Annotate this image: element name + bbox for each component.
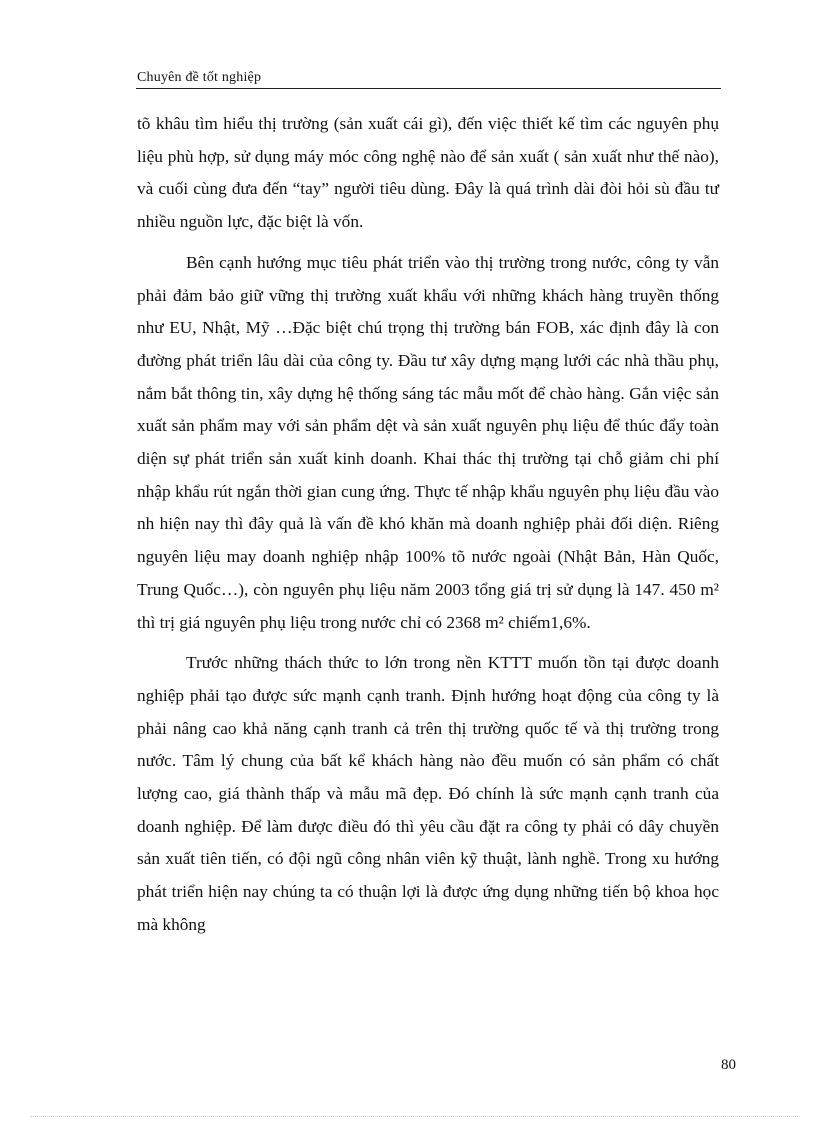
paragraph-2: Bên cạnh hướng mục tiêu phát triển vào thị trường trong nước, công ty vẫn phải đảm bảo giữ vững thị trường xuất khẩu với những khách hàng truyền thống như EU, Nhật, Mỹ …Đặc biệt chú trọng thị trường bán FOB, xác định đây là con đường phát triển lâu dài của công ty. Đầu tư xây dựng mạng lưới các nhà thầu phụ, nắm bắt thông tin, xây dựng hệ thống sáng tác mẫu mốt để chào hàng. Gắn việc sản xuất sản phẩm may với sản phẩm dệt và sản xuất nguyên phụ liệu để thúc đẩy toàn diện sự phát triển sản xuất kinh doanh. Khai thác thị trường tại chỗ giảm chi phí nhập khẩu rút ngắn thời gian cung ứng. Thực tế nhập khẩu nguyên phụ liệu đầu vào nh hiện nay thì đây quả là vấn đề khó khăn mà doanh nghiệp phải đối diện. Riêng nguyên liệu may doanh nghiệp nhập 100% tõ nước ngoài (Nhật Bản, Hàn Quốc, Trung Quốc…), còn nguyên phụ liệu năm 2003 tổng giá trị sử dụng là 147. 450 m² thì trị giá nguyên phụ liệu trong nước chỉ có 2368 m² chiếm1,6%. [137,252,719,632]
paragraph-1: tõ khâu tìm hiểu thị trường (sản xuất cái gì), đến việc thiết kế tìm các nguyên phụ liệu phù hợp, sử dụng máy móc công nghệ nào để sản xuất ( sản xuất như thế nào), và cuối cùng đưa đến “tay” người tiêu dùng. Đây là quá trình dài đòi hỏi sù đầu tư nhiều nguồn lực, đặc biệt là vốn. [137,114,719,232]
paragraph-3: Trước những thách thức to lớn trong nền KTTT muốn tồn tại được doanh nghiệp phải tạo được sức mạnh cạnh tranh. Định hướng hoạt động của công ty là phải nâng cao khả năng cạnh tranh cả trên thị trường quốc tế và thị trường trong nước. Tâm lý chung của bất kể khách hàng nào đều muốn có sản phẩm có chất lượng cao, giá thành thấp và mẫu mã đẹp. Đó chính là sức mạnh cạnh tranh của doanh nghiệp. Để làm được điều đó thì yêu cầu đặt ra công ty phải có dây chuyền sản xuất tiên tiến, có đội ngũ công nhân viên kỹ thuật, lành nghề. Trong xu hướng phát triển hiện nay chúng ta có thuận lợi là được ứng dụng những tiến bộ khoa học mà không [137,653,719,934]
header-divider [136,88,721,89]
header-title: Chuyên đề tốt nghiệp [137,70,262,85]
document-body [137,108,719,942]
page-number: 80 [721,1057,736,1073]
footer-divider [30,1116,800,1117]
